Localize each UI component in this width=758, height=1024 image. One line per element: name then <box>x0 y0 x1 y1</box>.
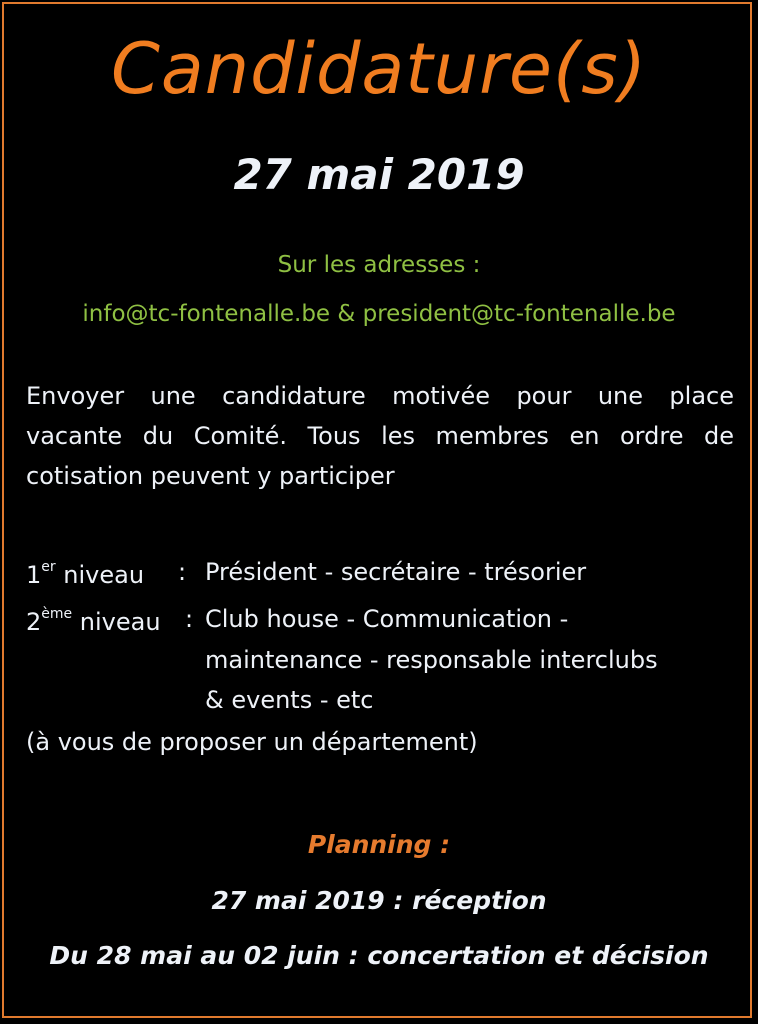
intro-line: vacante du Comité. Tous les membres en ordre de <box>26 422 734 450</box>
level1-separator: : <box>178 558 187 586</box>
level1-label: 1er niveau <box>26 559 145 589</box>
addresses-label: Sur les adresses : <box>277 252 481 278</box>
level2-label: 2ème niveau <box>26 606 161 636</box>
poster-title: Candidature(s) <box>110 28 648 110</box>
poster-date: 27 mai 2019 <box>233 150 525 199</box>
department-note: (à vous de proposer un département) <box>26 728 478 756</box>
planning-item: 27 mai 2019 : réception <box>211 886 547 915</box>
planning-heading: Planning : <box>307 830 451 859</box>
level2-description-line: Club house - Communication - <box>205 605 569 633</box>
addresses-emails: info@tc-fontenalle.be & president@tc-fontenalle.be <box>82 301 676 327</box>
intro-line: Envoyer une candidature motivée pour une place <box>26 382 734 410</box>
level2-separator: : <box>185 605 194 633</box>
level1-description: Président - secrétaire - trésorier <box>205 558 587 586</box>
intro-paragraph <box>26 376 734 496</box>
level2-description-line: & events - etc <box>205 686 374 714</box>
level2-description-line: maintenance - responsable interclubs <box>205 646 658 674</box>
planning-item: Du 28 mai au 02 juin : concertation et décision <box>49 941 709 970</box>
intro-line: cotisation peuvent y participer <box>26 462 395 490</box>
